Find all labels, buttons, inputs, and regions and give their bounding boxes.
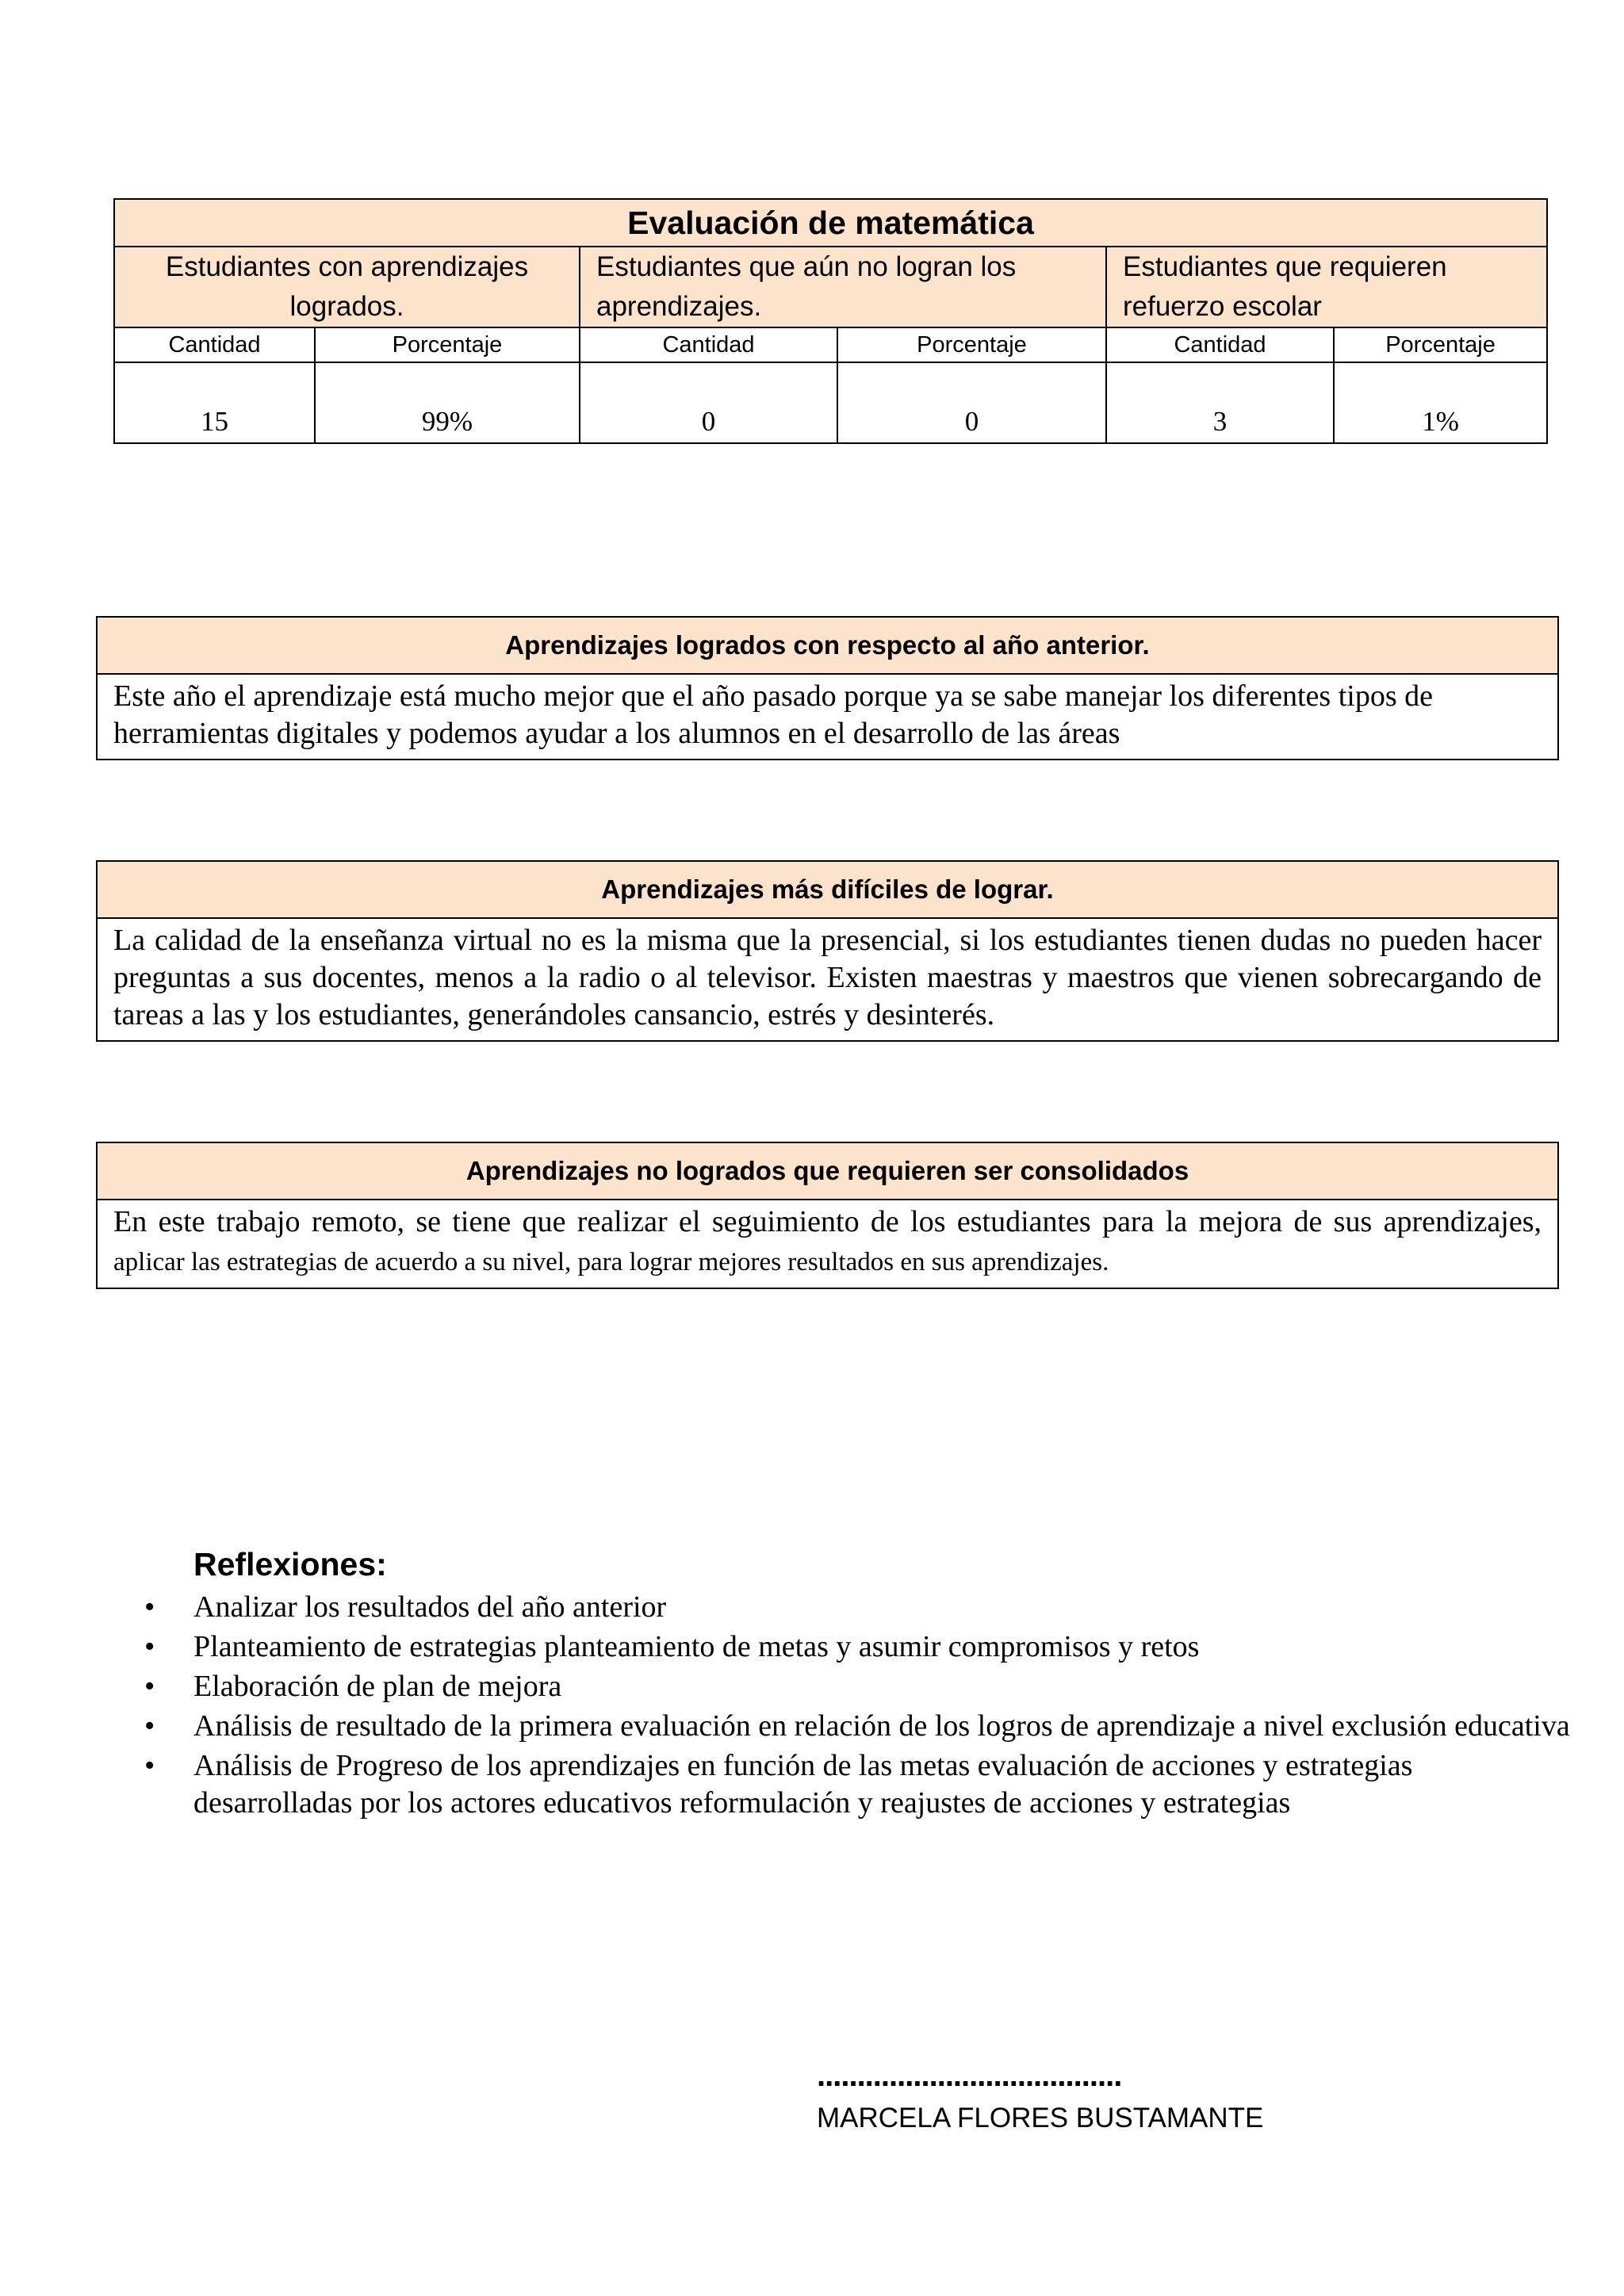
- value-cell: 3: [1106, 362, 1334, 443]
- signature-line: ......................................: [817, 2058, 1122, 2093]
- bullet-icon: •: [144, 1749, 155, 1782]
- box-logrados-anio-anterior: [96, 616, 1559, 760]
- subheader-cantidad: Cantidad: [1106, 327, 1334, 362]
- box-title: Aprendizajes no logrados que requieren ser consolidados: [98, 1143, 1557, 1200]
- box-no-logrados-consolidar: [96, 1142, 1559, 1289]
- box-text: La calidad de la enseñanza virtual no es la misma que la presencial, si los estudiantes tienen dudas no pueden hacer preguntas a sus docentes, menos a la radio o al televisor. Existen maestras y maestros que vienen sobrecargando de tareas a las y los estudiantes, generándoles cansancio, estrés y desinterés.: [113, 924, 1542, 1031]
- box-text-part: En este trabajo remoto, se tiene que realizar el seguimiento de los estudiantes para la mejora de sus aprendizajes,: [113, 1205, 1542, 1238]
- box-dificiles-de-lograr: [96, 860, 1559, 1042]
- subheader-porcentaje: Porcentaje: [837, 327, 1106, 362]
- box-title: Aprendizajes logrados con respecto al año anterior.: [98, 618, 1557, 675]
- list-item-text: Planteamiento de estrategias planteamiento de metas y asumir compromisos y retos: [193, 1630, 1200, 1663]
- box-text: [98, 1200, 1557, 1288]
- reflexiones-list: [144, 1589, 1573, 1824]
- reflexiones-heading: Reflexiones:: [193, 1546, 387, 1582]
- list-item-text: Analizar los resultados del año anterior: [193, 1590, 667, 1624]
- list-item-text: Análisis de Progreso de los aprendizajes en función de las metas evaluación de acciones y estrategias desarrolladas por los actores educativos reformulación y reajustes de acciones y estrategias: [193, 1749, 1413, 1820]
- box-text-part: aplicar las estrategias de acuerdo a su nivel, para lograr mejores resultados en sus aprendizajes.: [113, 1248, 1109, 1276]
- value-cell: 99%: [315, 362, 580, 443]
- value-cell: 0: [580, 362, 837, 443]
- subheader-porcentaje: Porcentaje: [315, 327, 580, 362]
- bullet-icon: •: [144, 1670, 155, 1703]
- evaluation-title: Evaluación de matemática: [114, 199, 1547, 247]
- value-cell: 0: [837, 362, 1106, 443]
- subheader-cantidad: Cantidad: [114, 327, 315, 362]
- list-item: [144, 1747, 1573, 1822]
- list-item-text: Análisis de resultado de la primera evaluación en relación de los logros de aprendizaje a nivel exclusión educativa: [193, 1709, 1570, 1743]
- subheader-porcentaje: Porcentaje: [1334, 327, 1547, 362]
- box-text: Este año el aprendizaje está mucho mejor que el año pasado porque ya se sabe manejar los diferentes tipos de herramientas digitales y podemos ayudar a los alumnos en el desarrollo de las áreas: [113, 679, 1433, 750]
- list-item: [144, 1589, 1573, 1626]
- group-header-refuerzo: Estudiantes que requieren refuerzo escolar: [1106, 247, 1547, 327]
- group-header-no-logran: Estudiantes que aún no logran los aprendizajes.: [580, 247, 1106, 327]
- group-header-logrados: Estudiantes con aprendizajes logrados.: [114, 247, 580, 327]
- bullet-icon: •: [144, 1709, 155, 1743]
- subheader-cantidad: Cantidad: [580, 327, 837, 362]
- list-item-text: Elaboración de plan de mejora: [193, 1670, 562, 1703]
- list-item: [144, 1708, 1573, 1745]
- list-item: [144, 1628, 1573, 1666]
- signature-name: MARCELA FLORES BUSTAMANTE: [817, 2103, 1264, 2133]
- value-cell: 1%: [1334, 362, 1547, 443]
- box-title: Aprendizajes más difíciles de lograr.: [98, 862, 1557, 919]
- bullet-icon: •: [144, 1630, 155, 1663]
- list-item: [144, 1668, 1573, 1705]
- value-cell: 15: [114, 362, 315, 443]
- evaluation-table: [113, 198, 1548, 444]
- bullet-icon: •: [144, 1590, 155, 1624]
